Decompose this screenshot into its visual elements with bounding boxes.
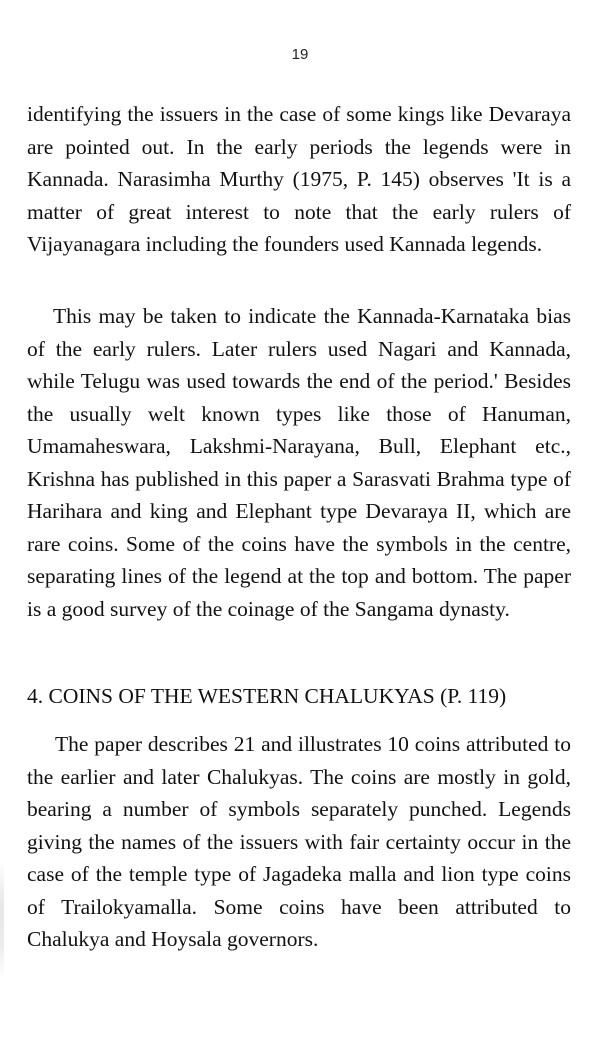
- paragraph-3: The paper describes 21 and illustrates 10 coins attributed to the earlier and later Chalukyas. The coins are mostly in gold, bearing a number of symbols separately punched. Legends giving the names of the issuers with fair certainty occur in the case of the temple type of Jagadeka malla and lion type coins of Trailokyamalla. Some coins have been attributed to Chalukya and Hoysala governors.: [27, 732, 571, 951]
- page-edge-shadow: [0, 860, 4, 980]
- page-number: 19: [291, 46, 309, 63]
- paragraph-1: identifying the issuers in the case of some kings like Devaraya are pointed out. In the early periods the legends were in Kannada. Narasimha Murthy (1975, P. 145) observes 'It is a matter of great interest to note that the early rulers of Vijayanagara including the founders used Kannada legends.: [27, 102, 571, 256]
- section-heading: 4. COINS OF THE WESTERN CHALUKYAS (P. 119): [27, 684, 507, 708]
- paragraph-2: This may be taken to indicate the Kannada-Karnataka bias of the early rulers. Later rulers used Nagari and Kannada, while Telugu was used towards the end of the period.' Besides the usually welt known types like those of Hanuman, Umamaheswara, Lakshmi-Narayana, Bull, Elephant etc., Krishna has published in this paper a Sarasvati Brahma type of Harihara and king and Elephant type Devaraya II, which are rare coins. Some of the coins have the symbols in the centre, separating lines of the legend at the top and bottom. The paper is a good survey of the coinage of the Sangama dynasty.: [27, 304, 571, 621]
